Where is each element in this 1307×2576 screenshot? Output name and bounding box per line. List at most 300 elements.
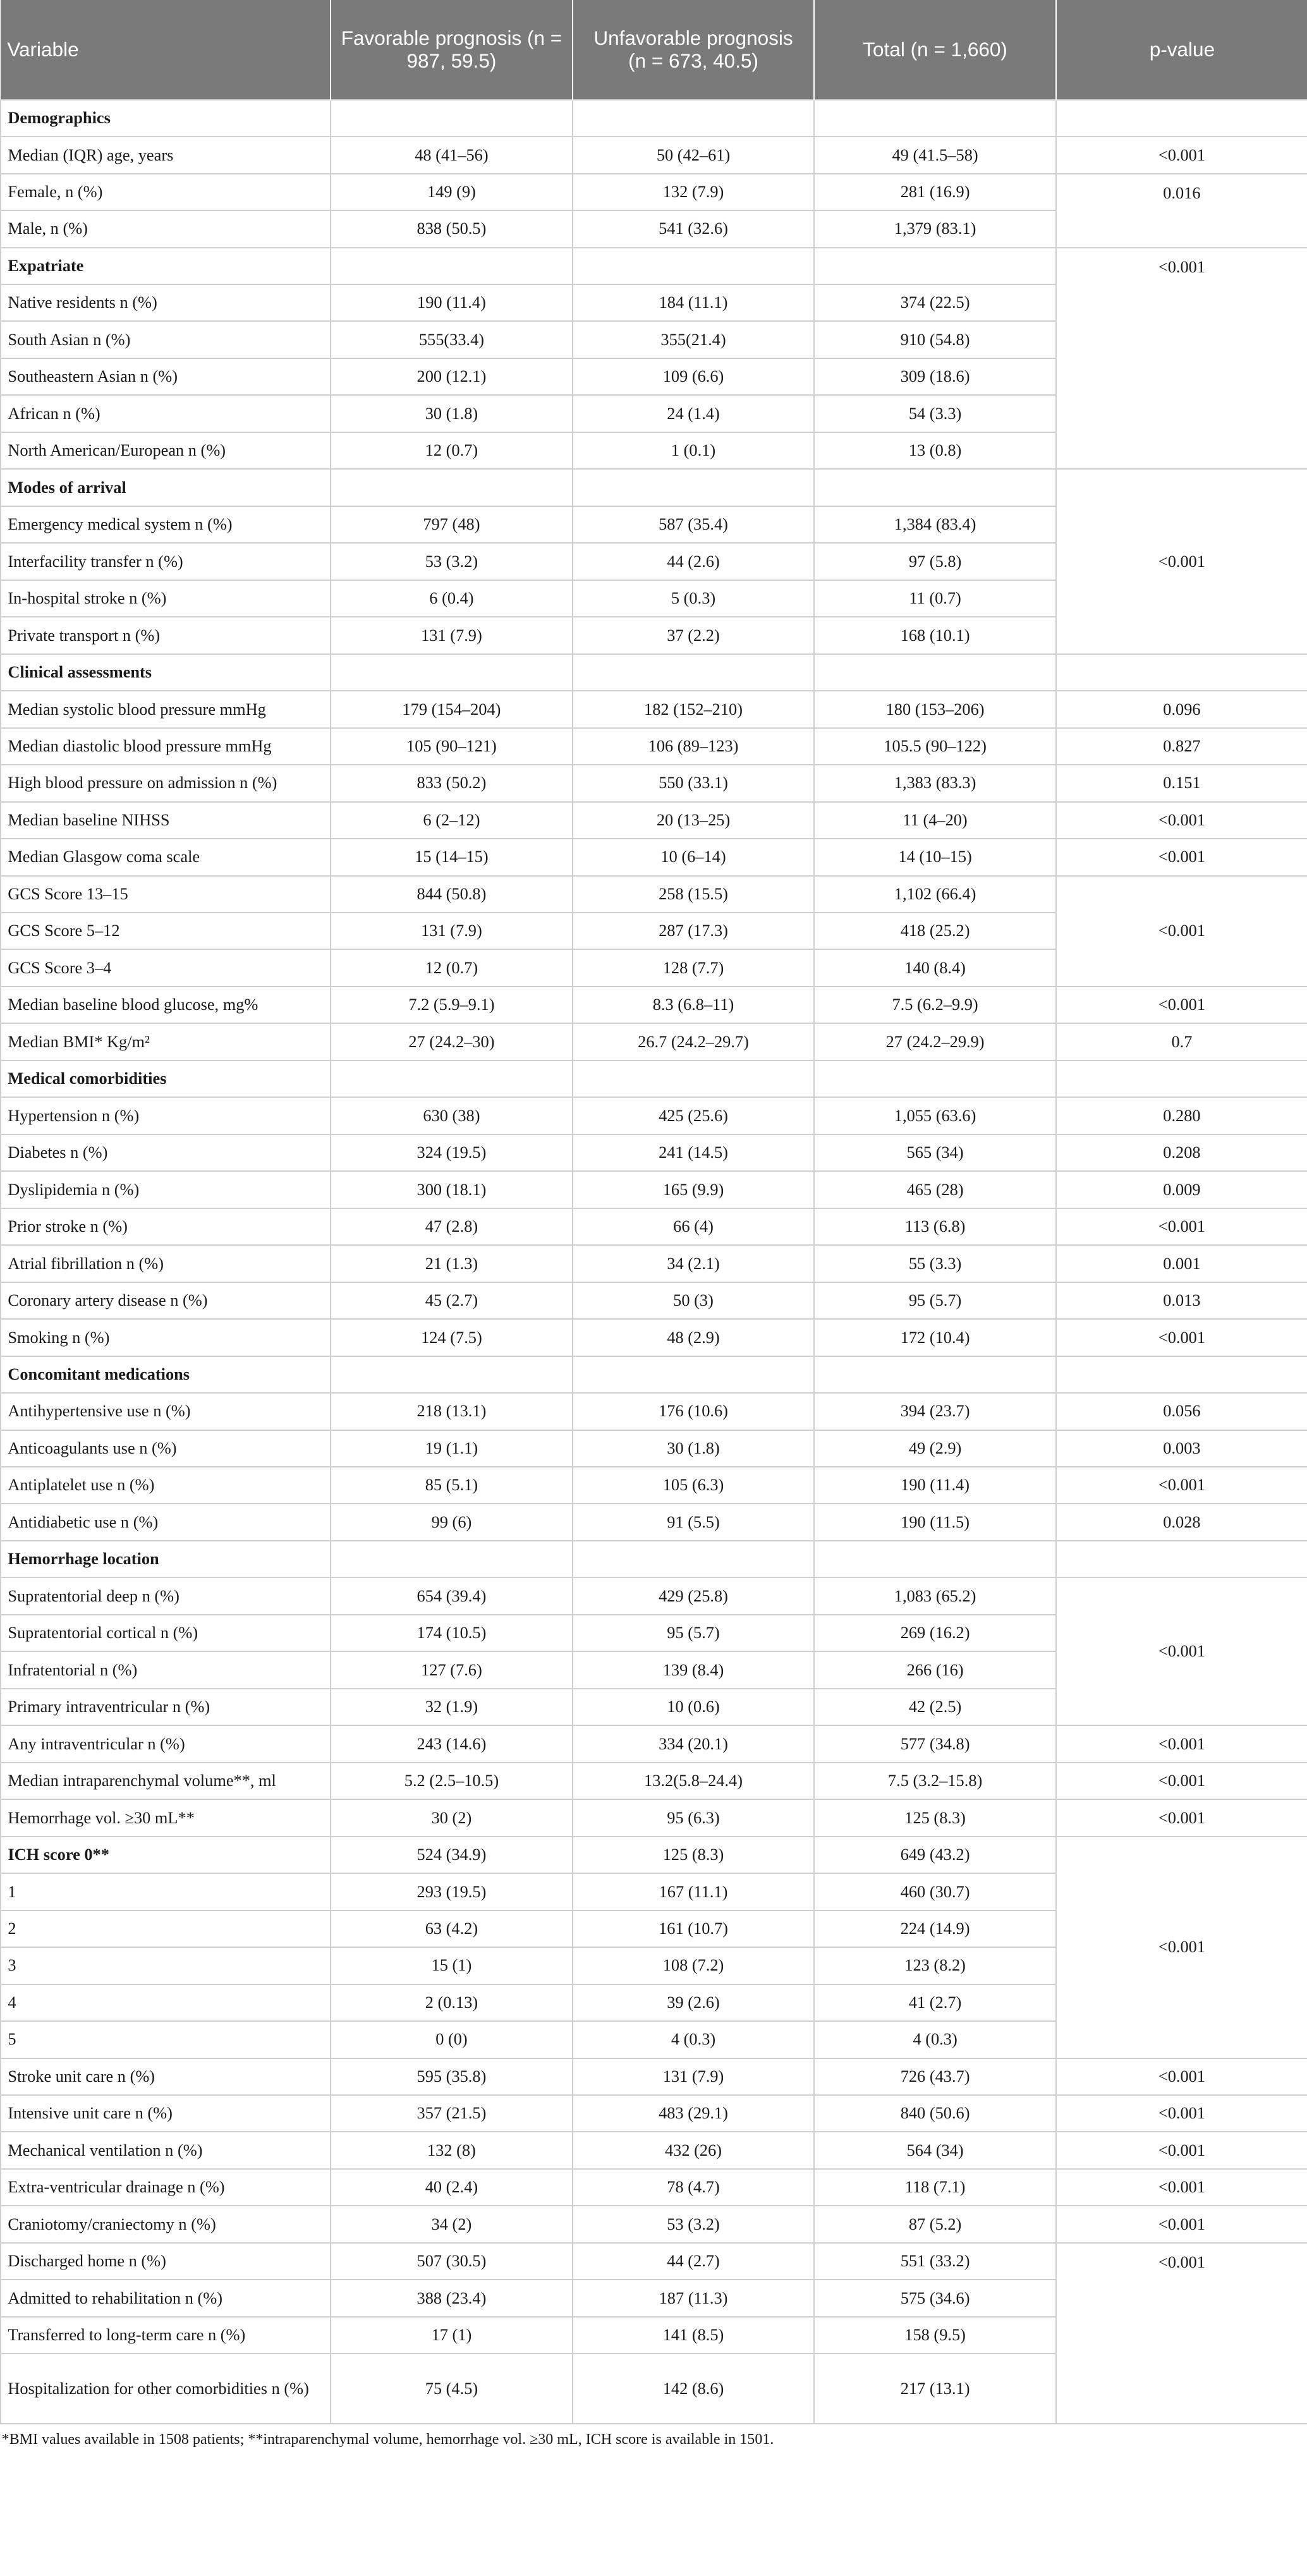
section-row <box>1 100 1307 137</box>
cell-total: 910 (54.8) <box>814 321 1056 358</box>
cell-total: 224 (14.9) <box>814 1911 1056 1947</box>
table-row <box>1 2095 1307 2132</box>
cell-favorable: 630 (38) <box>331 1097 573 1134</box>
cell-total: 726 (43.7) <box>814 2058 1056 2095</box>
row-label: Median baseline NIHSS <box>1 802 331 839</box>
section-row <box>1 1356 1307 1393</box>
cell-unfavorable: 105 (6.3) <box>573 1467 815 1504</box>
row-label: Transferred to long-term care n (%) <box>1 2317 331 2354</box>
cell-unfavorable: 139 (8.4) <box>573 1651 815 1688</box>
cell-p-value: <0.001 <box>1056 248 1307 470</box>
cell-total: 180 (153–206) <box>814 691 1056 727</box>
cell-unfavorable: 258 (15.5) <box>573 876 815 913</box>
cell-favorable: 7.2 (5.9–9.1) <box>331 987 573 1023</box>
cell-p-value: <0.001 <box>1056 1319 1307 1356</box>
cell-unfavorable: 483 (29.1) <box>573 2095 815 2132</box>
cell-favorable: 838 (50.5) <box>331 210 573 247</box>
cell-total: 87 (5.2) <box>814 2206 1056 2242</box>
header-unfavorable: Unfavorable prognosis (n = 673, 40.5) <box>573 0 815 100</box>
cell-unfavorable: 13.2(5.8–24.4) <box>573 1763 815 1799</box>
cell-p-value: <0.001 <box>1056 469 1307 653</box>
cell-p-value: <0.001 <box>1056 839 1307 875</box>
table-row <box>1 2169 1307 2206</box>
row-label: North American/European n (%) <box>1 432 331 469</box>
cell-favorable: 149 (9) <box>331 174 573 210</box>
table-row <box>1 1134 1307 1171</box>
row-label: Hospitalization for other comorbidities n (%) <box>1 2354 331 2424</box>
cell-total: 1,102 (66.4) <box>814 876 1056 913</box>
cell-total: 140 (8.4) <box>814 949 1056 986</box>
cell-p-value: 0.001 <box>1056 1245 1307 1282</box>
row-label: Craniotomy/craniectomy n (%) <box>1 2206 331 2242</box>
cell-favorable: 797 (48) <box>331 506 573 543</box>
cell-total: 190 (11.4) <box>814 1467 1056 1504</box>
cell-total: 113 (6.8) <box>814 1208 1056 1245</box>
cell-unfavorable: 48 (2.9) <box>573 1319 815 1356</box>
table-row <box>1 174 1307 210</box>
table-row <box>1 2243 1307 2280</box>
row-label: Supratentorial deep n (%) <box>1 1577 331 1614</box>
table-footnote: *BMI values available in 1508 patients; **intraparenchymal volume, hemorrhage vol. ≥30 mL, ICH score is available in 1501. <box>1 2431 774 2448</box>
cell-total: 1,055 (63.6) <box>814 1097 1056 1134</box>
row-label: Median (IQR) age, years <box>1 137 331 173</box>
cell-favorable: 15 (14–15) <box>331 839 573 875</box>
cell-favorable: 63 (4.2) <box>331 1911 573 1947</box>
cell-favorable: 45 (2.7) <box>331 1282 573 1319</box>
row-label: Emergency medical system n (%) <box>1 506 331 543</box>
cell-favorable: 127 (7.6) <box>331 1651 573 1688</box>
cell-total: 394 (23.7) <box>814 1393 1056 1430</box>
cell-p-value: 0.056 <box>1056 1393 1307 1430</box>
cell-total: 281 (16.9) <box>814 174 1056 210</box>
cell-p-value: 0.208 <box>1056 1134 1307 1171</box>
cell-unfavorable: 4 (0.3) <box>573 2021 815 2058</box>
row-label: Intensive unit care n (%) <box>1 2095 331 2132</box>
cell-total: 11 (4–20) <box>814 802 1056 839</box>
cell-unfavorable: 125 (8.3) <box>573 1837 815 1873</box>
cell-favorable: 293 (19.5) <box>331 1873 573 1910</box>
cell-favorable: 5.2 (2.5–10.5) <box>331 1763 573 1799</box>
row-label: Diabetes n (%) <box>1 1134 331 1171</box>
table-row <box>1 1467 1307 1504</box>
cell-total: 564 (34) <box>814 2132 1056 2168</box>
cell-total: 105.5 (90–122) <box>814 728 1056 765</box>
cell-total: 158 (9.5) <box>814 2317 1056 2354</box>
cell-favorable: 131 (7.9) <box>331 913 573 949</box>
cell-favorable: 507 (30.5) <box>331 2243 573 2280</box>
cell-favorable: 190 (11.4) <box>331 284 573 321</box>
cell-favorable: 132 (8) <box>331 2132 573 2168</box>
cell-p-value: 0.013 <box>1056 1282 1307 1319</box>
cell-favorable: 200 (12.1) <box>331 358 573 395</box>
cell-total: 649 (43.2) <box>814 1837 1056 1873</box>
cell-total: 95 (5.7) <box>814 1282 1056 1319</box>
row-label: African n (%) <box>1 395 331 432</box>
header-row <box>1 0 1307 100</box>
table-row <box>1 1023 1307 1060</box>
cell-unfavorable: 39 (2.6) <box>573 1984 815 2021</box>
cell-favorable: 179 (154–204) <box>331 691 573 727</box>
row-label: Prior stroke n (%) <box>1 1208 331 1245</box>
cell-favorable: 105 (90–121) <box>331 728 573 765</box>
cell-total: 1,379 (83.1) <box>814 210 1056 247</box>
cell-favorable: 21 (1.3) <box>331 1245 573 1282</box>
row-label: High blood pressure on admission n (%) <box>1 765 331 801</box>
row-label: Coronary artery disease n (%) <box>1 1282 331 1319</box>
cell-favorable: 15 (1) <box>331 1947 573 1984</box>
cell-p-value: <0.001 <box>1056 1208 1307 1245</box>
cell-p-value: 0.7 <box>1056 1023 1307 1060</box>
row-label: Primary intraventricular n (%) <box>1 1689 331 1725</box>
table-row <box>1 1577 1307 1614</box>
table-row <box>1 1171 1307 1208</box>
cell-p-value: <0.001 <box>1056 987 1307 1023</box>
cell-favorable: 124 (7.5) <box>331 1319 573 1356</box>
cell-favorable: 27 (24.2–30) <box>331 1023 573 1060</box>
row-label: Median BMI* Kg/m² <box>1 1023 331 1060</box>
cell-unfavorable: 355(21.4) <box>573 321 815 358</box>
cell-total: 13 (0.8) <box>814 432 1056 469</box>
row-label: Southeastern Asian n (%) <box>1 358 331 395</box>
row-label: Smoking n (%) <box>1 1319 331 1356</box>
row-label: In-hospital stroke n (%) <box>1 580 331 617</box>
cell-unfavorable: 132 (7.9) <box>573 174 815 210</box>
row-label: Infratentorial n (%) <box>1 1651 331 1688</box>
cell-total: 1,383 (83.3) <box>814 765 1056 801</box>
cell-unfavorable: 432 (26) <box>573 2132 815 2168</box>
cell-p-value: <0.001 <box>1056 2132 1307 2168</box>
table-row <box>1 137 1307 173</box>
table-row <box>1 1282 1307 1319</box>
row-label: Hemorrhage vol. ≥30 mL** <box>1 1799 331 1836</box>
cell-unfavorable: 50 (42–61) <box>573 137 815 173</box>
cell-favorable: 357 (21.5) <box>331 2095 573 2132</box>
cell-favorable: 833 (50.2) <box>331 765 573 801</box>
table-row <box>1 691 1307 727</box>
cell-favorable: 12 (0.7) <box>331 432 573 469</box>
section-label: Concomitant medications <box>1 1356 331 1393</box>
cell-unfavorable: 44 (2.7) <box>573 2243 815 2280</box>
section-row <box>1 654 1307 691</box>
section-label: Expatriate <box>1 248 331 284</box>
cell-unfavorable: 109 (6.6) <box>573 358 815 395</box>
cell-total: 1,384 (83.4) <box>814 506 1056 543</box>
row-label: Median systolic blood pressure mmHg <box>1 691 331 727</box>
cell-p-value: 0.009 <box>1056 1171 1307 1208</box>
cell-total: 551 (33.2) <box>814 2243 1056 2280</box>
table-row <box>1 1837 1307 1873</box>
row-label: Anticoagulants use n (%) <box>1 1430 331 1467</box>
cell-total: 172 (10.4) <box>814 1319 1056 1356</box>
cell-p-value: 0.827 <box>1056 728 1307 765</box>
cell-total: 118 (7.1) <box>814 2169 1056 2206</box>
cell-favorable: 17 (1) <box>331 2317 573 2354</box>
table-row <box>1 1504 1307 1540</box>
cell-total: 460 (30.7) <box>814 1873 1056 1910</box>
cell-unfavorable: 184 (11.1) <box>573 284 815 321</box>
cell-unfavorable: 53 (3.2) <box>573 2206 815 2242</box>
row-label: Female, n (%) <box>1 174 331 210</box>
cell-total: 7.5 (3.2–15.8) <box>814 1763 1056 1799</box>
table-row <box>1 2206 1307 2242</box>
row-label: South Asian n (%) <box>1 321 331 358</box>
cell-favorable: 19 (1.1) <box>331 1430 573 1467</box>
cell-unfavorable: 541 (32.6) <box>573 210 815 247</box>
cell-unfavorable: 550 (33.1) <box>573 765 815 801</box>
cell-favorable: 53 (3.2) <box>331 543 573 580</box>
cell-unfavorable: 587 (35.4) <box>573 506 815 543</box>
table-row <box>1 1393 1307 1430</box>
row-label: 2 <box>1 1911 331 1947</box>
cell-unfavorable: 24 (1.4) <box>573 395 815 432</box>
cell-unfavorable: 5 (0.3) <box>573 580 815 617</box>
table-row <box>1 2058 1307 2095</box>
cell-unfavorable: 334 (20.1) <box>573 1725 815 1762</box>
cell-total: 49 (2.9) <box>814 1430 1056 1467</box>
header-variable: Variable <box>1 0 331 100</box>
cell-p-value: <0.001 <box>1056 876 1307 987</box>
cell-p-value: <0.001 <box>1056 1799 1307 1836</box>
cell-favorable: 6 (2–12) <box>331 802 573 839</box>
cell-total: 190 (11.5) <box>814 1504 1056 1540</box>
cell-total: 418 (25.2) <box>814 913 1056 949</box>
cell-favorable: 243 (14.6) <box>331 1725 573 1762</box>
cell-unfavorable: 20 (13–25) <box>573 802 815 839</box>
cell-p-value: 0.151 <box>1056 765 1307 801</box>
cell-favorable: 2 (0.13) <box>331 1984 573 2021</box>
cell-unfavorable: 66 (4) <box>573 1208 815 1245</box>
cell-favorable: 30 (2) <box>331 1799 573 1836</box>
table-row <box>1 802 1307 839</box>
row-label: Median baseline blood glucose, mg% <box>1 987 331 1023</box>
cell-favorable: 300 (18.1) <box>331 1171 573 1208</box>
cell-total: 465 (28) <box>814 1171 1056 1208</box>
cell-total: 168 (10.1) <box>814 617 1056 653</box>
cell-total: 42 (2.5) <box>814 1689 1056 1725</box>
table-row <box>1 728 1307 765</box>
row-label: Extra-ventricular drainage n (%) <box>1 2169 331 2206</box>
cell-p-value: 0.096 <box>1056 691 1307 727</box>
cell-unfavorable: 44 (2.6) <box>573 543 815 580</box>
cell-unfavorable: 91 (5.5) <box>573 1504 815 1540</box>
table-row <box>1 839 1307 875</box>
header-favorable: Favorable prognosis (n = 987, 59.5) <box>331 0 573 100</box>
cell-favorable: 12 (0.7) <box>331 949 573 986</box>
row-label: 1 <box>1 1873 331 1910</box>
cell-p-value: <0.001 <box>1056 1577 1307 1725</box>
row-label: Native residents n (%) <box>1 284 331 321</box>
cell-unfavorable: 287 (17.3) <box>573 913 815 949</box>
cell-p-value: <0.001 <box>1056 2243 1307 2424</box>
cell-total: 309 (18.6) <box>814 358 1056 395</box>
cell-favorable: 6 (0.4) <box>331 580 573 617</box>
cell-total: 27 (24.2–29.9) <box>814 1023 1056 1060</box>
table-row <box>1 2132 1307 2168</box>
cell-unfavorable: 182 (152–210) <box>573 691 815 727</box>
cell-favorable: 40 (2.4) <box>331 2169 573 2206</box>
row-label: Mechanical ventilation n (%) <box>1 2132 331 2168</box>
cell-total: 565 (34) <box>814 1134 1056 1171</box>
cell-unfavorable: 78 (4.7) <box>573 2169 815 2206</box>
table-row <box>1 1097 1307 1134</box>
cell-unfavorable: 10 (6–14) <box>573 839 815 875</box>
section-row <box>1 248 1307 284</box>
cell-favorable: 30 (1.8) <box>331 395 573 432</box>
section-row <box>1 1060 1307 1097</box>
cell-p-value: <0.001 <box>1056 1837 1307 2058</box>
row-label: 3 <box>1 1947 331 1984</box>
cell-total: 14 (10–15) <box>814 839 1056 875</box>
table-row <box>1 987 1307 1023</box>
cell-favorable: 844 (50.8) <box>331 876 573 913</box>
row-label: Antihypertensive use n (%) <box>1 1393 331 1430</box>
cell-p-value: <0.001 <box>1056 1763 1307 1799</box>
cell-unfavorable: 108 (7.2) <box>573 1947 815 1984</box>
table-row <box>1 1319 1307 1356</box>
cell-unfavorable: 30 (1.8) <box>573 1430 815 1467</box>
cell-favorable: 47 (2.8) <box>331 1208 573 1245</box>
cell-unfavorable: 161 (10.7) <box>573 1911 815 1947</box>
cell-unfavorable: 95 (5.7) <box>573 1615 815 1651</box>
cell-total: 269 (16.2) <box>814 1615 1056 1651</box>
cell-favorable: 34 (2) <box>331 2206 573 2242</box>
cell-p-value: <0.001 <box>1056 1467 1307 1504</box>
header-total: Total (n = 1,660) <box>814 0 1056 100</box>
cell-unfavorable: 128 (7.7) <box>573 949 815 986</box>
cell-unfavorable: 8.3 (6.8–11) <box>573 987 815 1023</box>
row-label: Hypertension n (%) <box>1 1097 331 1134</box>
cell-unfavorable: 34 (2.1) <box>573 1245 815 1282</box>
row-label: Male, n (%) <box>1 210 331 247</box>
cell-favorable: 131 (7.9) <box>331 617 573 653</box>
header-p-value: p-value <box>1056 0 1307 100</box>
cell-p-value: <0.001 <box>1056 1725 1307 1762</box>
cell-unfavorable: 165 (9.9) <box>573 1171 815 1208</box>
row-label: Stroke unit care n (%) <box>1 2058 331 2095</box>
cell-unfavorable: 106 (89–123) <box>573 728 815 765</box>
cell-unfavorable: 167 (11.1) <box>573 1873 815 1910</box>
cell-favorable: 324 (19.5) <box>331 1134 573 1171</box>
cell-total: 217 (13.1) <box>814 2354 1056 2424</box>
cell-favorable: 174 (10.5) <box>331 1615 573 1651</box>
row-label: Supratentorial cortical n (%) <box>1 1615 331 1651</box>
cell-total: 4 (0.3) <box>814 2021 1056 2058</box>
cell-total: 7.5 (6.2–9.9) <box>814 987 1056 1023</box>
cell-total: 1,083 (65.2) <box>814 1577 1056 1614</box>
cell-p-value: <0.001 <box>1056 2058 1307 2095</box>
row-label: Dyslipidemia n (%) <box>1 1171 331 1208</box>
cell-unfavorable: 429 (25.8) <box>573 1577 815 1614</box>
row-label: Atrial fibrillation n (%) <box>1 1245 331 1282</box>
row-label: ICH score 0** <box>1 1837 331 1873</box>
row-label: GCS Score 5–12 <box>1 913 331 949</box>
cell-favorable: 555(33.4) <box>331 321 573 358</box>
cell-unfavorable: 37 (2.2) <box>573 617 815 653</box>
cell-p-value: <0.001 <box>1056 2095 1307 2132</box>
row-label: Interfacility transfer n (%) <box>1 543 331 580</box>
cell-p-value: 0.016 <box>1056 174 1307 248</box>
table-row <box>1 1245 1307 1282</box>
row-label: 4 <box>1 1984 331 2021</box>
cell-total: 41 (2.7) <box>814 1984 1056 2021</box>
section-label: Clinical assessments <box>1 654 331 691</box>
row-label: Discharged home n (%) <box>1 2243 331 2280</box>
cell-total: 125 (8.3) <box>814 1799 1056 1836</box>
row-label: 5 <box>1 2021 331 2058</box>
cell-p-value: <0.001 <box>1056 137 1307 173</box>
cell-unfavorable: 141 (8.5) <box>573 2317 815 2354</box>
row-label: Antidiabetic use n (%) <box>1 1504 331 1540</box>
section-row <box>1 469 1307 506</box>
table-header <box>1 0 1307 100</box>
cell-total: 577 (34.8) <box>814 1725 1056 1762</box>
cell-unfavorable: 10 (0.6) <box>573 1689 815 1725</box>
cell-unfavorable: 176 (10.6) <box>573 1393 815 1430</box>
row-label: Antiplatelet use n (%) <box>1 1467 331 1504</box>
table-row <box>1 1799 1307 1836</box>
cell-total: 123 (8.2) <box>814 1947 1056 1984</box>
cell-favorable: 32 (1.9) <box>331 1689 573 1725</box>
cell-unfavorable: 95 (6.3) <box>573 1799 815 1836</box>
row-label: Private transport n (%) <box>1 617 331 653</box>
cell-p-value: <0.001 <box>1056 802 1307 839</box>
cell-unfavorable: 26.7 (24.2–29.7) <box>573 1023 815 1060</box>
table-row <box>1 1208 1307 1245</box>
cell-unfavorable: 131 (7.9) <box>573 2058 815 2095</box>
cell-total: 575 (34.6) <box>814 2280 1056 2316</box>
cell-p-value: <0.001 <box>1056 2206 1307 2242</box>
cell-unfavorable: 187 (11.3) <box>573 2280 815 2316</box>
cell-unfavorable: 50 (3) <box>573 1282 815 1319</box>
cell-favorable: 85 (5.1) <box>331 1467 573 1504</box>
row-label: Admitted to rehabilitation n (%) <box>1 2280 331 2316</box>
cell-favorable: 524 (34.9) <box>331 1837 573 1873</box>
section-label: Demographics <box>1 100 331 137</box>
cell-total: 11 (0.7) <box>814 580 1056 617</box>
cell-total: 97 (5.8) <box>814 543 1056 580</box>
cell-unfavorable: 142 (8.6) <box>573 2354 815 2424</box>
cell-total: 55 (3.3) <box>814 1245 1056 1282</box>
section-label: Modes of arrival <box>1 469 331 506</box>
row-label: GCS Score 3–4 <box>1 949 331 986</box>
table-body <box>1 100 1307 2424</box>
table-row <box>1 876 1307 913</box>
cell-unfavorable: 241 (14.5) <box>573 1134 815 1171</box>
row-label: Median diastolic blood pressure mmHg <box>1 728 331 765</box>
cell-total: 54 (3.3) <box>814 395 1056 432</box>
table-row <box>1 1763 1307 1799</box>
table-row <box>1 765 1307 801</box>
cell-favorable: 75 (4.5) <box>331 2354 573 2424</box>
cell-total: 840 (50.6) <box>814 2095 1056 2132</box>
row-label: Median intraparenchymal volume**, ml <box>1 1763 331 1799</box>
cell-favorable: 654 (39.4) <box>331 1577 573 1614</box>
section-label: Medical comorbidities <box>1 1060 331 1097</box>
row-label: Median Glasgow coma scale <box>1 839 331 875</box>
cell-unfavorable: 425 (25.6) <box>573 1097 815 1134</box>
table-row <box>1 1430 1307 1467</box>
cell-p-value: 0.028 <box>1056 1504 1307 1540</box>
cell-p-value: <0.001 <box>1056 2169 1307 2206</box>
cell-p-value: 0.003 <box>1056 1430 1307 1467</box>
cell-favorable: 0 (0) <box>331 2021 573 2058</box>
cell-total: 49 (41.5–58) <box>814 137 1056 173</box>
cell-unfavorable: 1 (0.1) <box>573 432 815 469</box>
section-row <box>1 1541 1307 1577</box>
cell-favorable: 99 (6) <box>331 1504 573 1540</box>
cell-p-value: 0.280 <box>1056 1097 1307 1134</box>
row-label: Any intraventricular n (%) <box>1 1725 331 1762</box>
